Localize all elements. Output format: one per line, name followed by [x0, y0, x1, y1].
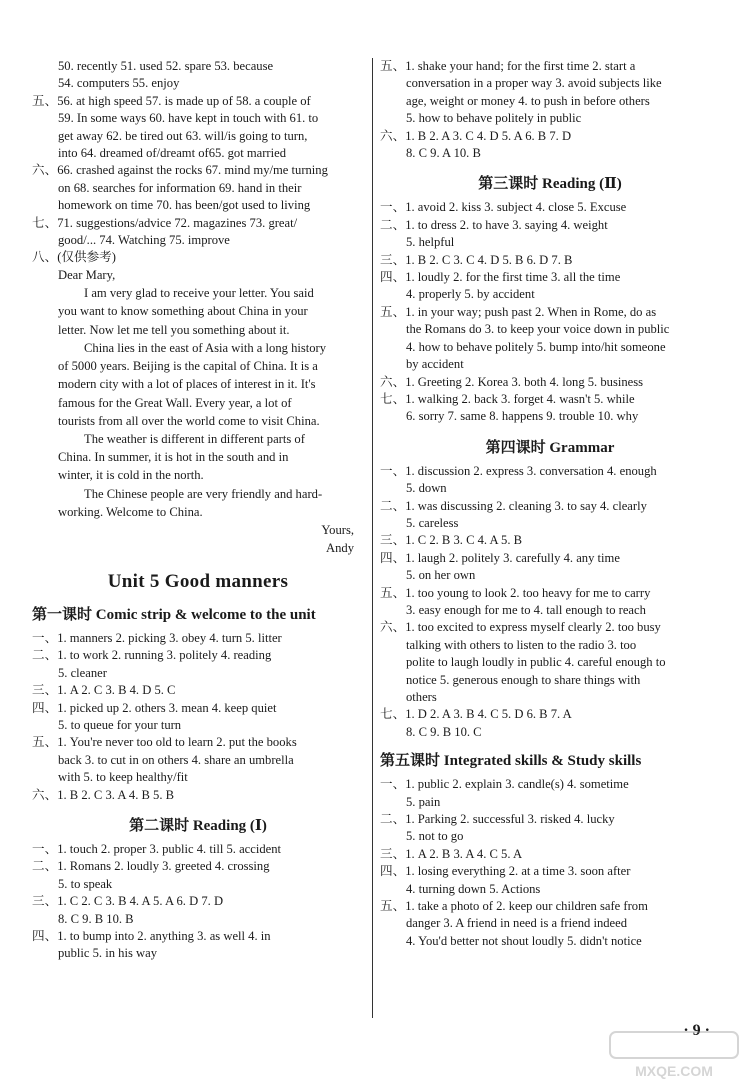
lesson-5-answers [380, 776, 720, 950]
answer-line: by accident [406, 357, 464, 372]
right-column [380, 58, 720, 950]
letter-paragraph [32, 284, 364, 339]
letter-line: famous for the Great Wall. Every year, a lot of [58, 395, 292, 410]
answer-line: 8. C 9. B 10. C [406, 724, 482, 739]
answer-line: 四、1. picked up 2. others 3. mean 4. keep quiet [32, 700, 277, 715]
answer-line: on 68. searches for information 69. hand in their [58, 180, 302, 195]
answer-line: 三、1. C 2. C 3. B 4. A 5. A 6. D 7. D [32, 894, 224, 909]
answer-line: 五、1. take a photo of 2. keep our children safe from [380, 899, 648, 914]
lesson-2-answers [32, 841, 364, 963]
answer-line: 4. You'd better not shout loudly 5. didn't notice [406, 933, 642, 948]
watermark-logo [604, 1028, 744, 1082]
answer-line: 5. helpful [406, 235, 455, 250]
answer-line: 六、1. too excited to express myself clearly 2. too busy [380, 620, 661, 635]
answer-line: 5. down [406, 481, 447, 496]
answer-line: 四、1. losing everything 2. at a time 3. soon after [380, 864, 631, 879]
answer-line: 六、1. B 2. C 3. A 4. B 5. B [32, 787, 175, 802]
answer-line: 8. C 9. A 10. B [406, 146, 481, 161]
letter-line: modern city with a lot of places of interest in it. It's [58, 377, 316, 392]
letter-line: you want to know something about China in your [58, 304, 308, 319]
answer-line: 五、1. shake your hand; for the first time 2. start a [380, 59, 636, 73]
answer-line: 三、1. C 2. B 3. C 4. A 5. B [380, 533, 523, 548]
answer-line: 一、1. avoid 2. kiss 3. subject 4. close 5. Excuse [380, 200, 627, 215]
column-divider [372, 58, 373, 1018]
answer-line: 五、1. You're never too old to learn 2. put the books [32, 735, 297, 750]
answer-line: 5. to queue for your turn [58, 717, 182, 732]
answer-line: 6. sorry 7. same 8. happens 9. trouble 10. why [406, 409, 639, 424]
answer-line: 四、1. laugh 2. politely 3. carefully 4. any time [380, 550, 620, 565]
letter-closing: Yours, [321, 522, 354, 537]
answer-line: 六、66. crashed against the rocks 67. mind my/me turning [32, 163, 328, 178]
answer-line: 三、1. A 2. B 3. A 4. C 5. A [380, 846, 523, 861]
letter-line: The weather is different in different parts of [84, 431, 305, 446]
answer-line: 54. computers 55. enjoy [58, 76, 180, 91]
answer-line: 七、1. walking 2. back 3. forget 4. wasn't 5. while [380, 391, 635, 406]
lesson-title-2: 第二课时 Reading (Ⅰ) [129, 817, 267, 834]
answer-line: danger 3. A friend in need is a friend indeed [406, 916, 628, 931]
answer-line: 8. C 9. B 10. B [58, 911, 134, 926]
lesson-1-answers [32, 630, 364, 804]
lesson-4-answers [380, 463, 720, 742]
answer-line: good/... 74. Watching 75. improve [58, 233, 230, 248]
unit-title: Unit 5 Good manners [107, 570, 289, 592]
answer-line: 四、1. to bump into 2. anything 3. as well 4. in [32, 929, 271, 944]
letter-line: China lies in the east of Asia with a long history [84, 340, 327, 355]
answer-line: 一、1. manners 2. picking 3. obey 4. turn 5. litter [32, 630, 282, 645]
answer-line: homework on time 70. has been/got used to living [58, 198, 311, 213]
answer-line: 五、1. too young to look 2. too heavy for me to carry [380, 585, 651, 600]
answer-line: 4. properly 5. by accident [406, 287, 535, 302]
answer-line: 4. turning down 5. Actions [406, 881, 541, 896]
answer-line: 六、1. Greeting 2. Korea 3. both 4. long 5. business [380, 374, 644, 389]
letter-line: The Chinese people are very friendly and hard- [84, 486, 323, 501]
answer-line: into 64. dreamed of/dreamt of65. got married [58, 146, 287, 161]
answer-line: 5. careless [406, 515, 459, 530]
letter-body [32, 284, 364, 557]
answer-line: public 5. in his way [58, 946, 157, 961]
answer-line: back 3. to cut in on others 4. share an umbrella [58, 752, 294, 767]
lesson-title-4: 第四课时 Grammar [485, 439, 615, 456]
answer-line: others [406, 690, 437, 704]
answer-line: 5. pain [406, 794, 441, 809]
letter-signature: Andy [326, 540, 354, 555]
answer-line: 七、1. D 2. A 3. B 4. C 5. D 6. B 7. A [380, 707, 572, 722]
answer-line: notice 5. generous enough to share things with [406, 672, 641, 687]
answer-line: 五、56. at high speed 57. is made up of 58. a couple of [32, 93, 311, 108]
answer-line: 一、1. discussion 2. express 3. conversation 4. enough [380, 463, 657, 478]
lesson-title-1: 第一课时 Comic strip & welcome to the unit [32, 606, 316, 623]
letter-paragraph [32, 430, 364, 485]
answer-line: 50. recently 51. used 52. spare 53. because [58, 59, 274, 73]
answer-line: 二、1. Romans 2. loudly 3. greeted 4. crossing [32, 859, 270, 874]
answer-line: talking with others to listen to the radio 3. too [406, 637, 637, 652]
answer-line: 4. how to behave politely 5. bump into/hit someone [406, 339, 666, 354]
answer-line: 二、1. was discussing 2. cleaning 3. to say 4. clearly [380, 498, 647, 513]
letter-line: I am very glad to receive your letter. You said [84, 286, 314, 301]
answer-line: 二、1. to dress 2. to have 3. saying 4. weight [380, 217, 608, 232]
answer-line: 六、1. B 2. A 3. C 4. D 5. A 6. B 7. D [380, 128, 572, 143]
answer-line: 二、1. to work 2. running 3. politely 4. reading [32, 648, 272, 663]
answer-line: 一、1. public 2. explain 3. candle(s) 4. sometime [380, 777, 629, 792]
answer-line: 3. easy enough for me to 4. tall enough to reach [406, 602, 646, 617]
answer-line: 三、1. A 2. C 3. B 4. D 5. C [32, 683, 176, 698]
right-top-answers [380, 58, 720, 162]
lesson-title-5: 第五课时 Integrated skills & Study skills [380, 753, 642, 770]
answer-line: 59. In some ways 60. have kept in touch with 61. to [58, 111, 319, 126]
answer-line: with 5. to keep healthy/fit [58, 770, 188, 785]
answer-line: age, weight or money 4. to push in before others [406, 93, 650, 108]
lesson-title-3: 第三课时 Reading (Ⅱ) [478, 176, 622, 193]
answer-line: get away 62. be tired out 63. will/is going to turn, [58, 128, 308, 143]
answer-line: 5. how to behave politely in public [406, 111, 582, 126]
answer-line: the Romans do 3. to keep your voice down in public [406, 322, 670, 337]
answer-line: 5. to speak [58, 876, 113, 891]
lesson-3-answers [380, 199, 720, 425]
answer-line: 八、(仅供参考) [32, 250, 116, 265]
answer-line: 五、1. in your way; push past 2. When in Rome, do as [380, 304, 657, 319]
page-number: · 9 · [683, 1022, 710, 1039]
answer-line: 5. on her own [406, 568, 476, 583]
letter-line: of 5000 years. Beijing is the capital of China. It is a [58, 359, 318, 374]
letter-greeting: Dear Mary, [58, 267, 116, 282]
answer-line: 三、1. B 2. C 3. C 4. D 5. B 6. D 7. B [380, 252, 573, 267]
left-column [32, 58, 364, 963]
letter-line: winter, it is cold in the north. [58, 468, 204, 483]
answer-line: 一、1. touch 2. proper 3. public 4. till 5. accident [32, 841, 282, 856]
answer-line: 5. cleaner [58, 665, 107, 680]
answer-line: 二、1. Parking 2. successful 3. risked 4. lucky [380, 812, 615, 827]
letter-paragraph [32, 485, 364, 521]
letter-line: China. In summer, it is hot in the south and in [58, 450, 289, 465]
letter-line: letter. Now let me tell you something about it. [58, 322, 290, 337]
answer-line: polite to laugh loudly in public 4. careful enough to [406, 655, 666, 670]
answer-line: 七、71. suggestions/advice 72. magazines 73. great/ [32, 215, 298, 230]
answer-line: 5. not to go [406, 829, 464, 844]
letter-line: tourists from all over the world come to visit China. [58, 413, 320, 428]
letter-paragraph [32, 339, 364, 430]
watermark-text: MXQE.COM [635, 1063, 713, 1079]
left-top-answers [32, 58, 364, 284]
answer-line: conversation in a proper way 3. avoid subjects like [406, 76, 662, 91]
answer-line: 四、1. loudly 2. for the first time 3. all the time [380, 270, 621, 285]
letter-line: working. Welcome to China. [58, 504, 203, 519]
